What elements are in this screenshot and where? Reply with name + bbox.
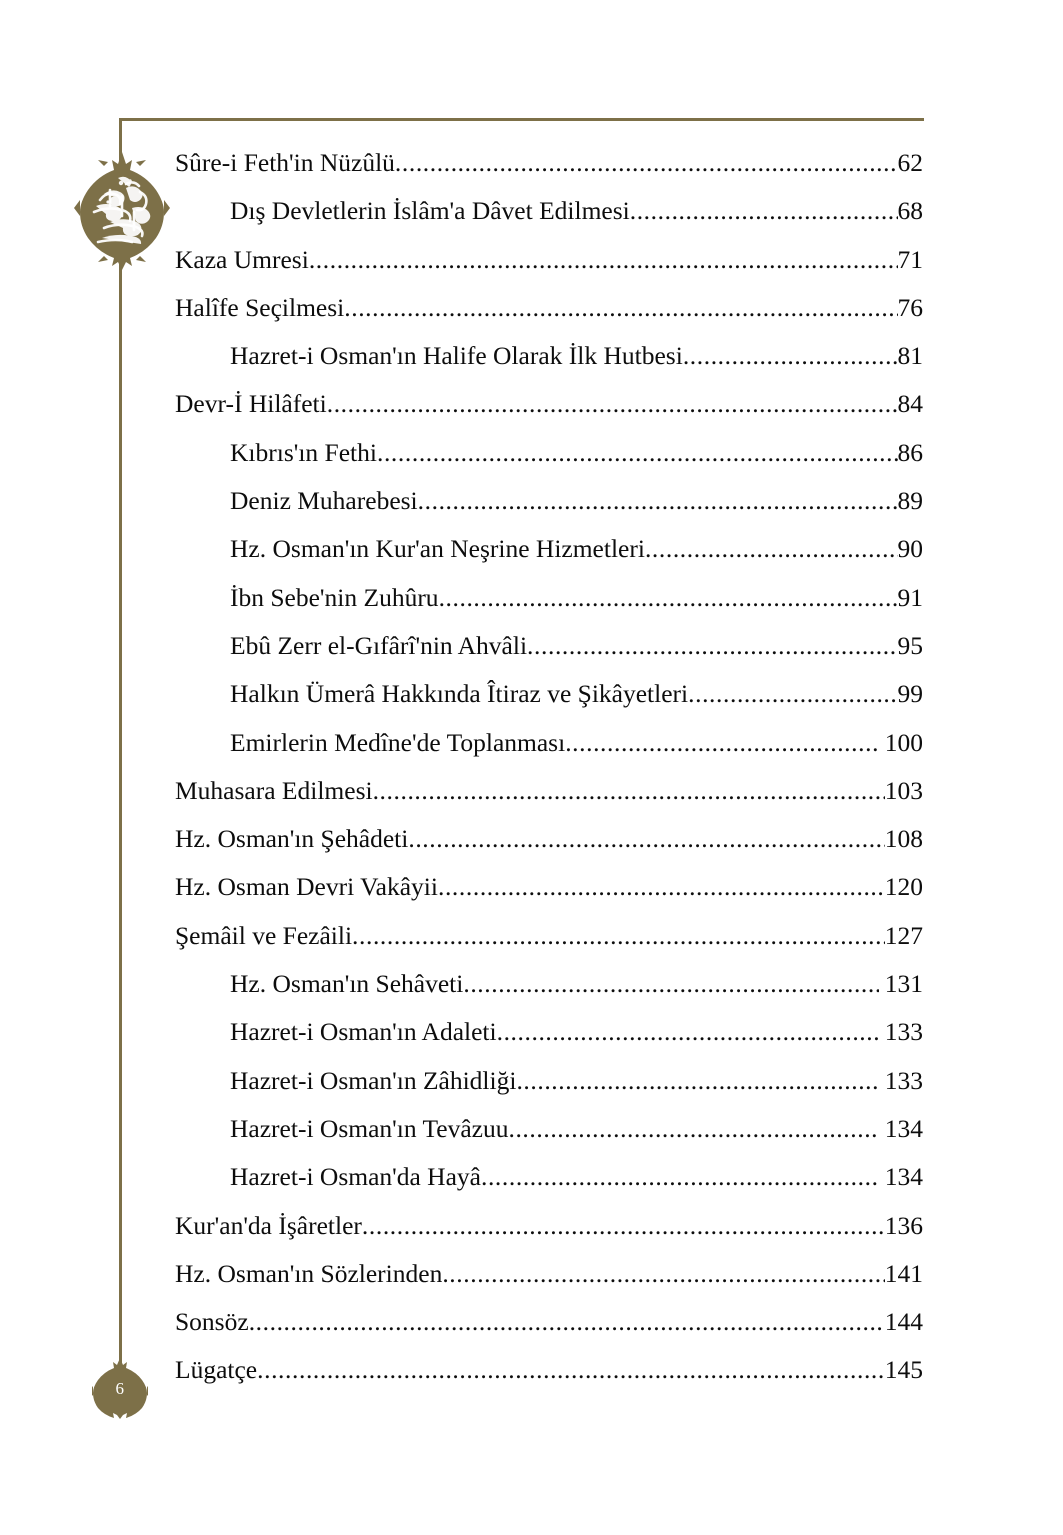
toc-entry-page-number: 136 xyxy=(884,1210,923,1240)
toc-entry-page-number: 131 xyxy=(884,969,923,999)
toc-entry-title: Ebû Zerr el-Gıfârî'nin Ahvâli xyxy=(230,630,528,660)
toc-entry-page-number: 120 xyxy=(884,872,923,902)
toc-entry[interactable] xyxy=(175,1114,923,1162)
toc-entry[interactable] xyxy=(175,872,923,920)
toc-entry-page-number: 103 xyxy=(884,775,923,805)
toc-leader-dots xyxy=(352,921,885,947)
toc-entry-title: Deniz Muharebesi xyxy=(230,486,418,516)
toc-leader-dots xyxy=(309,245,898,271)
toc-leader-dots xyxy=(327,389,898,415)
toc-entry-page-number: 144 xyxy=(884,1307,923,1337)
toc-entry-title: Muhasara Edilmesi xyxy=(175,775,373,805)
toc-entry-page-number: 90 xyxy=(897,534,923,564)
toc-leader-dots xyxy=(438,872,885,898)
toc-leader-dots xyxy=(373,776,885,802)
toc-leader-dots xyxy=(463,969,878,995)
toc-entry-page-number: 134 xyxy=(884,1113,923,1143)
toc-entry-page-number: 84 xyxy=(897,389,923,419)
toc-entry[interactable] xyxy=(175,679,923,727)
toc-leader-dots xyxy=(418,486,898,512)
toc-entry[interactable] xyxy=(175,1162,923,1210)
toc-entry[interactable] xyxy=(175,341,923,389)
toc-entry[interactable] xyxy=(175,631,923,679)
toc-entry-page-number: 133 xyxy=(884,1065,923,1095)
toc-entry[interactable] xyxy=(175,148,923,196)
toc-entry[interactable] xyxy=(175,389,923,437)
toc-entry-title: Kıbrıs'ın Fethi xyxy=(230,437,377,467)
toc-entry-title: Lügatçe xyxy=(175,1355,258,1385)
toc-leader-dots xyxy=(516,1066,878,1092)
toc-entry-page-number: 95 xyxy=(897,630,923,660)
table-of-contents xyxy=(175,148,923,1404)
toc-entry-title: Halkın Ümerâ Hakkında Îtiraz ve Şikâyetleri xyxy=(230,679,689,709)
toc-leader-dots xyxy=(688,679,897,705)
toc-entry[interactable] xyxy=(175,1259,923,1307)
toc-entry[interactable] xyxy=(175,969,923,1017)
toc-entry[interactable] xyxy=(175,728,923,776)
toc-entry[interactable] xyxy=(175,1066,923,1114)
toc-leader-dots xyxy=(527,631,897,657)
toc-entry-title: Sonsöz xyxy=(175,1307,249,1337)
toc-entry-title: Hazret-i Osman'ın Adaleti xyxy=(230,1017,497,1047)
toc-leader-dots xyxy=(683,341,898,367)
toc-entry-page-number: 141 xyxy=(884,1258,923,1288)
toc-entry-page-number: 134 xyxy=(884,1162,923,1192)
toc-entry-page-number: 108 xyxy=(884,824,923,854)
toc-entry-title: Hazret-i Osman'ın Halife Olarak İlk Hutbesi xyxy=(230,341,683,371)
toc-entry-page-number: 145 xyxy=(884,1355,923,1385)
toc-entry-page-number: 133 xyxy=(884,1017,923,1047)
toc-entry-page-number: 62 xyxy=(897,148,923,177)
toc-leader-dots xyxy=(565,728,879,754)
toc-leader-dots xyxy=(408,824,884,850)
toc-entry-title: Hazret-i Osman'ın Tevâzuu xyxy=(230,1113,509,1143)
toc-entry-title: Kaza Umresi xyxy=(175,244,309,274)
toc-leader-dots xyxy=(508,1114,878,1140)
toc-leader-dots xyxy=(395,148,898,174)
toc-entry-title: Kur'an'da İşâretler xyxy=(175,1210,362,1240)
top-border-rule xyxy=(119,118,924,121)
toc-entry[interactable] xyxy=(175,1307,923,1355)
toc-entry-title: Halîfe Seçilmesi xyxy=(175,292,345,322)
toc-entry-title: Hz. Osman'ın Kur'an Neşrine Hizmetleri xyxy=(230,534,645,564)
toc-entry-page-number: 89 xyxy=(897,486,923,516)
toc-leader-dots xyxy=(481,1162,879,1188)
toc-entry-title: Hazret-i Osman'ın Zâhidliği xyxy=(230,1065,517,1095)
toc-leader-dots xyxy=(362,1211,885,1237)
toc-entry-title: Hz. Osman Devri Vakâyii xyxy=(175,872,438,902)
toc-entry-page-number: 71 xyxy=(897,244,923,274)
toc-entry[interactable] xyxy=(175,1211,923,1259)
toc-entry-title: Hazret-i Osman'da Hayâ xyxy=(230,1162,481,1192)
toc-entry-page-number: 86 xyxy=(897,437,923,467)
toc-entry[interactable] xyxy=(175,583,923,631)
toc-leader-dots xyxy=(377,438,898,464)
toc-entry-title: Dış Devletlerin İslâm'a Dâvet Edilmesi xyxy=(230,196,630,226)
toc-entry[interactable] xyxy=(175,776,923,824)
toc-entry-page-number: 99 xyxy=(897,679,923,709)
page-number-badge xyxy=(92,1357,148,1419)
toc-entry[interactable] xyxy=(175,534,923,582)
left-border-rule xyxy=(119,118,122,1376)
toc-leader-dots xyxy=(630,196,898,222)
toc-entry-page-number: 100 xyxy=(884,727,923,757)
toc-entry-title: Şemâil ve Fezâili xyxy=(175,920,353,950)
toc-leader-dots xyxy=(249,1307,885,1333)
arabic-calligraphy-medallion-icon xyxy=(74,150,170,270)
toc-entry[interactable] xyxy=(175,438,923,486)
toc-leader-dots xyxy=(439,583,898,609)
toc-entry[interactable] xyxy=(175,824,923,872)
toc-leader-dots xyxy=(442,1259,884,1285)
toc-entry-title: Hz. Osman'ın Şehâdeti xyxy=(175,824,409,854)
toc-entry-title: Sûre-i Feth'in Nüzûlü xyxy=(175,148,395,177)
toc-entry[interactable] xyxy=(175,196,923,244)
toc-entry[interactable] xyxy=(175,486,923,534)
toc-entry-title: Emirlerin Medîne'de Toplanması xyxy=(230,727,566,757)
toc-entry-title: Hz. Osman'ın Sehâveti xyxy=(230,969,464,999)
toc-entry-title: Hz. Osman'ın Sözlerinden xyxy=(175,1258,443,1288)
toc-leader-dots xyxy=(344,293,897,319)
toc-entry-page-number: 91 xyxy=(897,582,923,612)
toc-entry[interactable] xyxy=(175,1017,923,1065)
toc-entry-title: İbn Sebe'nin Zuhûru xyxy=(230,582,439,612)
toc-leader-dots xyxy=(497,1017,879,1043)
toc-leader-dots xyxy=(645,534,898,560)
toc-entry-page-number: 76 xyxy=(897,292,923,322)
toc-leader-dots xyxy=(257,1355,885,1381)
toc-entry-title: Devr-İ Hilâfeti xyxy=(175,389,327,419)
toc-entry-page-number: 127 xyxy=(884,920,923,950)
toc-entry[interactable] xyxy=(175,293,923,341)
toc-entry-page-number: 68 xyxy=(897,196,923,226)
toc-entry[interactable] xyxy=(175,921,923,969)
page-number-text: 6 xyxy=(115,1379,125,1398)
toc-entry[interactable] xyxy=(175,245,923,293)
toc-entry[interactable] xyxy=(175,1355,923,1403)
toc-entry-page-number: 81 xyxy=(897,341,923,371)
